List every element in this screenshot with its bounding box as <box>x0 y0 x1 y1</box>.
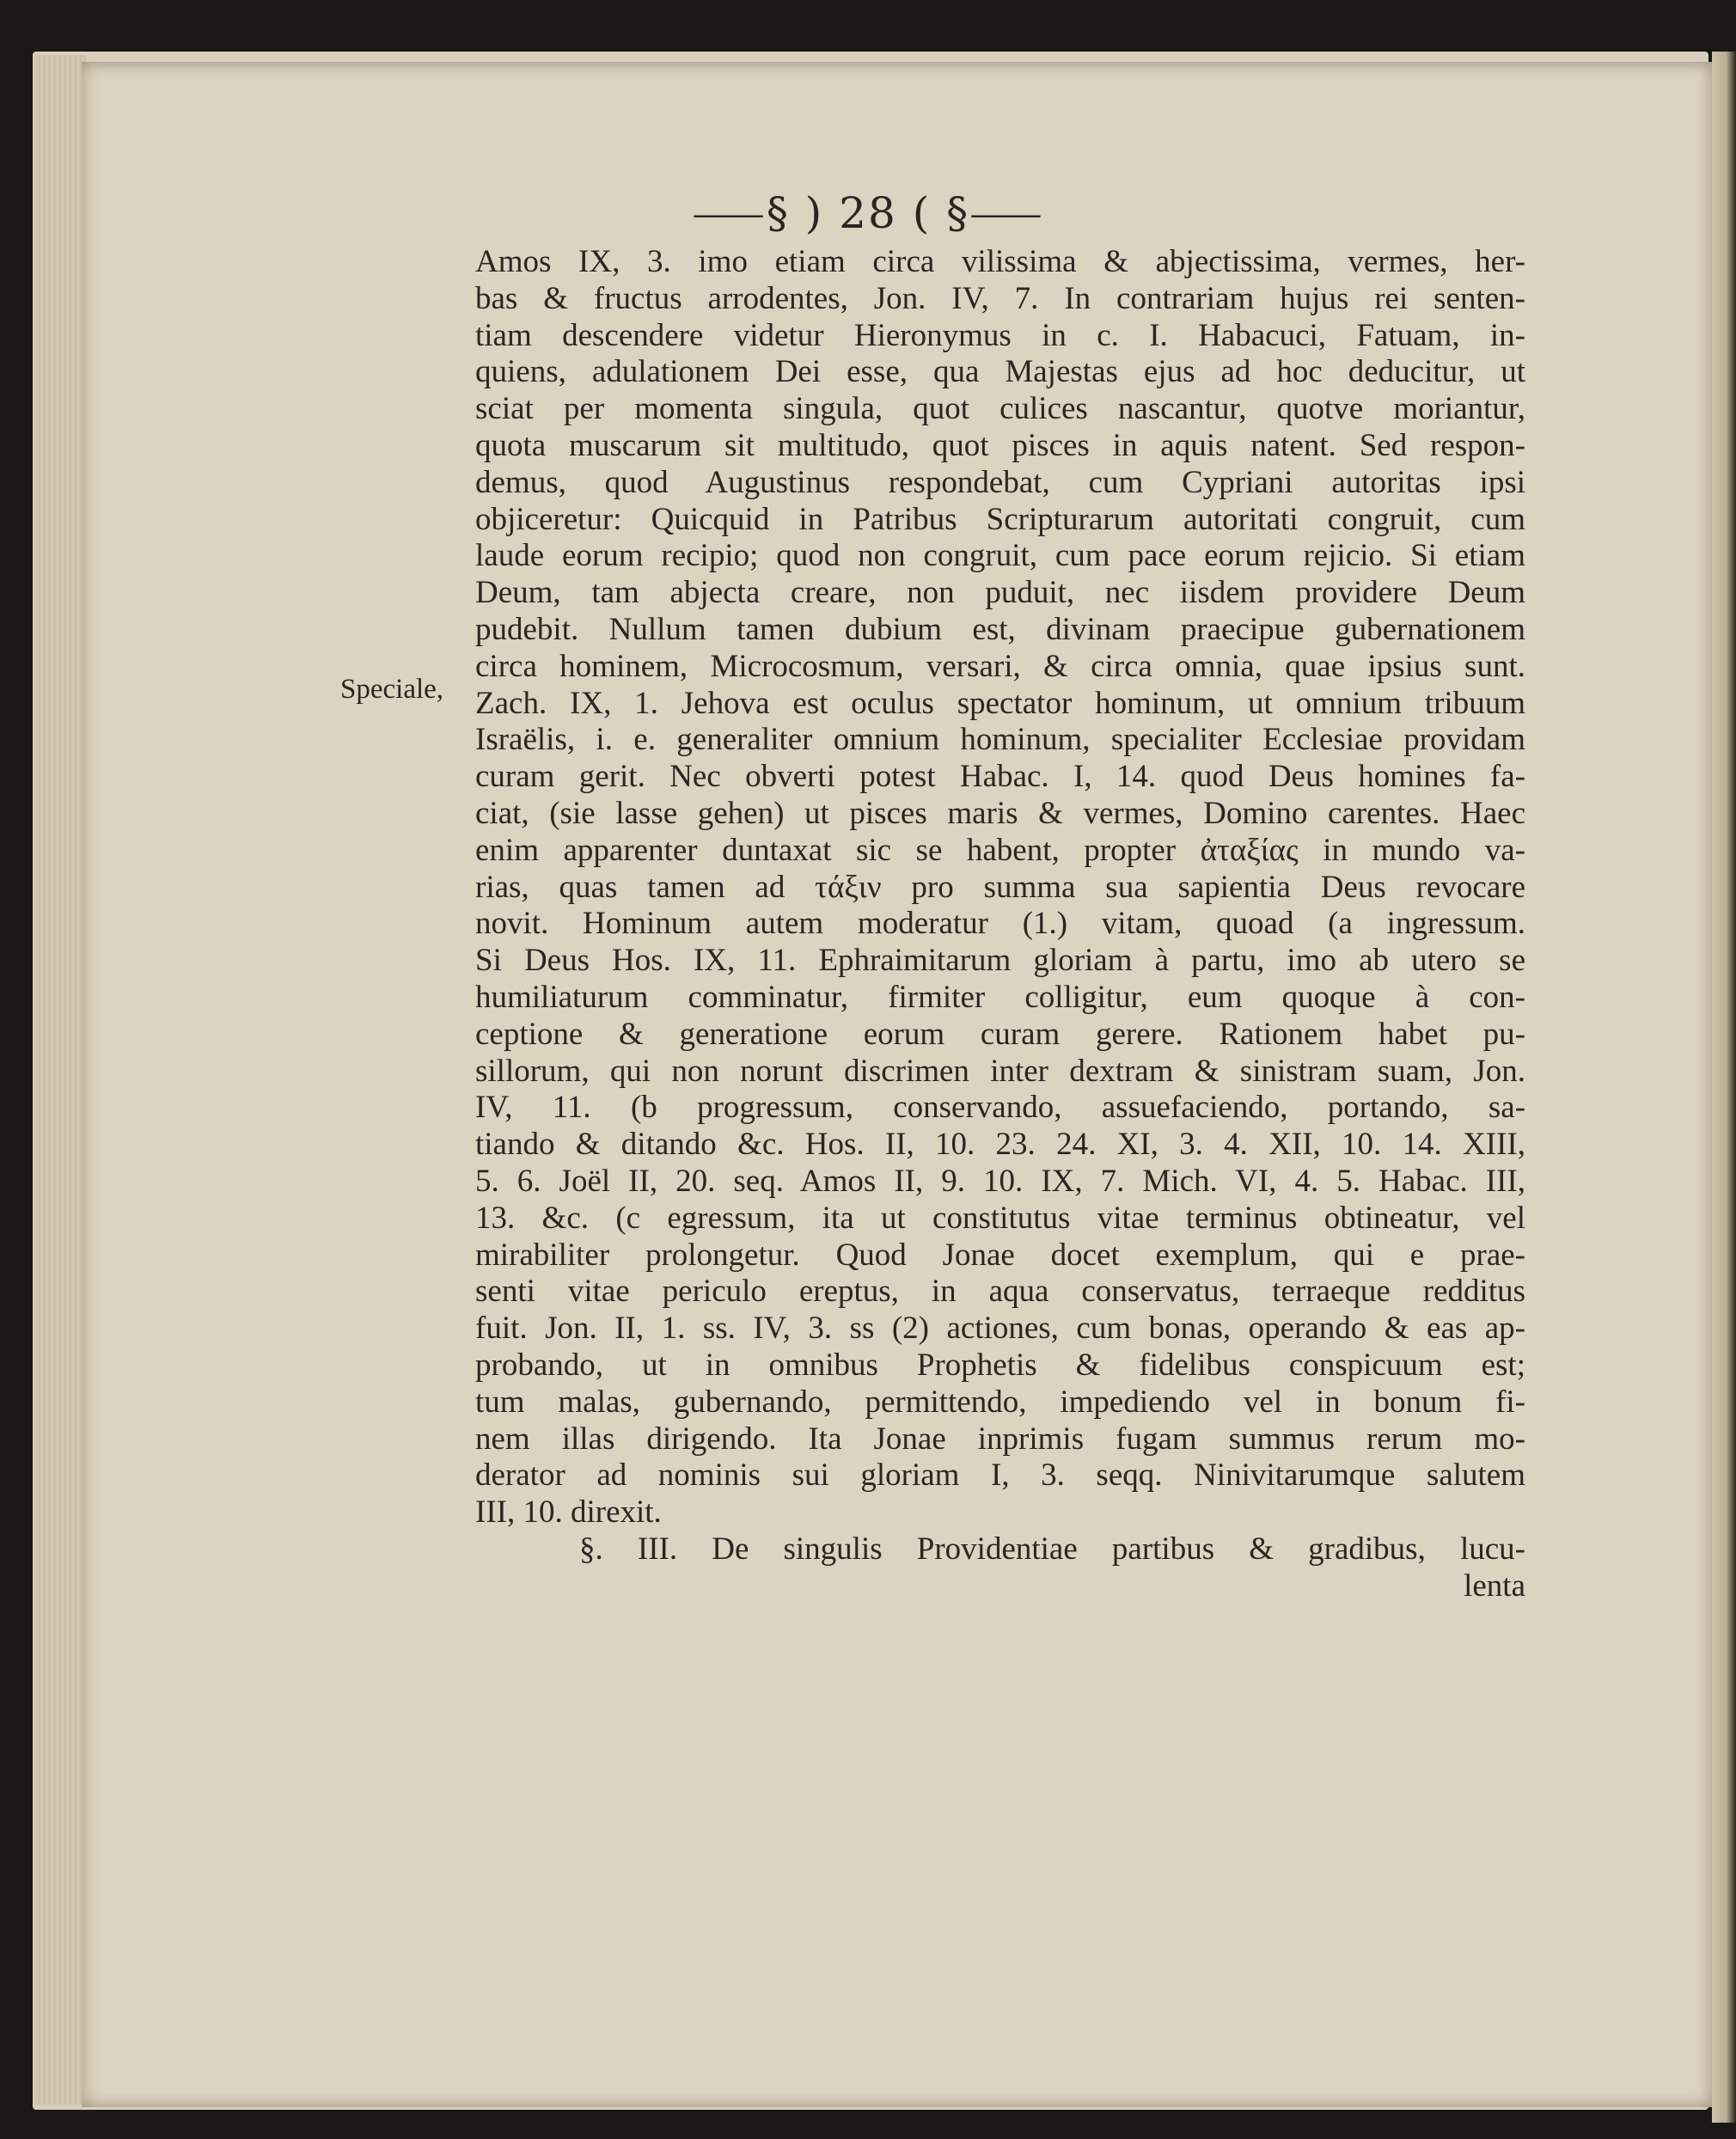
text-line: laude eorum recipio; quod non congruit, cum pace eorum rejicio. Si etiam <box>475 538 1525 574</box>
text-line: sillorum, qui non norunt discrimen inter dextram & sinistram suam, Jon. <box>475 1053 1525 1089</box>
text-line: nem illas dirigendo. Ita Jonae inprimis fugam summus rerum mo- <box>475 1421 1525 1457</box>
catchword: lenta <box>1464 1568 1525 1604</box>
text-line: demus, quod Augustinus respondebat, cum Cypriani autoritas ipsi <box>475 464 1525 500</box>
page-header: ⸺§ ) 28 ( §⸺ <box>692 188 1044 238</box>
text-line: Deum, tam abjecta creare, non puduit, nec iisdem providere Deum <box>475 575 1525 611</box>
right-page-edge <box>1712 52 1736 2123</box>
marginal-note: Speciale, <box>340 674 444 705</box>
text-line: novit. Hominum autem moderatur (1.) vitam, quoad (a ingressum. <box>475 906 1525 942</box>
text-line: Zach. IX, 1. Jehova est oculus spectator hominum, ut omnium tribuum <box>475 685 1525 721</box>
text-line: bas & fructus arrodentes, Jon. IV, 7. In contrariam hujus rei senten- <box>475 280 1525 316</box>
text-line: IV, 11. (b progressum, conservando, assuefaciendo, portando, sa- <box>475 1090 1525 1126</box>
text-line: Amos IX, 3. imo etiam circa vilissima & abjectissima, vermes, her- <box>475 244 1525 279</box>
text-line: Israëlis, i. e. generaliter omnium hominum, specialiter Ecclesiae providam <box>475 722 1525 758</box>
text-line: quiens, adulationem Dei esse, qua Majestas ejus ad hoc deducitur, ut <box>475 354 1525 390</box>
body-text <box>475 244 1525 1604</box>
text-line: fuit. Jon. II, 1. ss. IV, 3. ss (2) actiones, cum bonas, operando & eas ap- <box>475 1311 1525 1347</box>
text-line: quota muscarum sit multitudo, quot pisces in aquis natent. Sed respon- <box>475 427 1525 463</box>
text-line: III, 10. direxit. <box>475 1494 662 1531</box>
text-line: Si Deus Hos. IX, 11. Ephraimitarum gloriam à partu, imo ab utero se <box>475 943 1525 979</box>
text-line: 13. &c. (c egressum, ita ut constitutus vitae terminus obtineatur, vel <box>475 1200 1525 1236</box>
section-heading-line: §. III. De singulis Providentiae partibus & gradibus, lucu- <box>579 1531 1525 1567</box>
text-line: humiliaturum comminatur, firmiter colligitur, eum quoque à con- <box>475 979 1525 1015</box>
text-line: enim apparenter duntaxat sic se habent, propter ἀταξίας in mundo va- <box>475 832 1525 868</box>
text-line: pudebit. Nullum tamen dubium est, divinam praecipue gubernationem <box>475 611 1525 647</box>
text-line: sciat per momenta singula, quot culices nascantur, quotve moriantur, <box>475 391 1525 427</box>
text-line: objiceretur: Quicquid in Patribus Scripturarum autoritati congruit, cum <box>475 501 1525 537</box>
text-line: ciat, (sie lasse gehen) ut pisces maris & vermes, Domino carentes. Haec <box>475 795 1525 831</box>
text-line: circa hominem, Microcosmum, versari, & circa omnia, quae ipsius sunt. <box>475 648 1525 684</box>
text-line: 5. 6. Joël II, 20. seq. Amos II, 9. 10. IX, 7. Mich. VI, 4. 5. Habac. III, <box>475 1163 1525 1199</box>
text-line: senti vitae periculo ereptus, in aqua conservatus, terraeque redditus <box>475 1274 1525 1310</box>
text-line: tiam descendere videtur Hieronymus in c. I. Habacuci, Fatuam, in- <box>475 317 1525 353</box>
text-line: mirabiliter prolongetur. Quod Jonae docet exemplum, qui e prae- <box>475 1237 1525 1273</box>
text-line: ceptione & generatione eorum curam gerere. Rationem habet pu- <box>475 1016 1525 1052</box>
text-line: probando, ut in omnibus Prophetis & fidelibus conspicuum est; <box>475 1347 1525 1383</box>
text-line: curam gerit. Nec obverti potest Habac. I, 14. quod Deus homines fa- <box>475 759 1525 795</box>
text-line: derator ad nominis sui gloriam I, 3. seqq. Ninivitarumque salutem <box>475 1458 1525 1494</box>
text-line: rias, quas tamen ad τάξιν pro summa sua sapientia Deus revocare <box>475 869 1525 905</box>
text-line: tiando & ditando &c. Hos. II, 10. 23. 24. XI, 3. 4. XII, 10. 14. XIII, <box>475 1127 1525 1163</box>
page-edges <box>34 55 86 2105</box>
text-line: tum malas, gubernando, permittendo, impediendo vel in bonum fi- <box>475 1384 1525 1420</box>
